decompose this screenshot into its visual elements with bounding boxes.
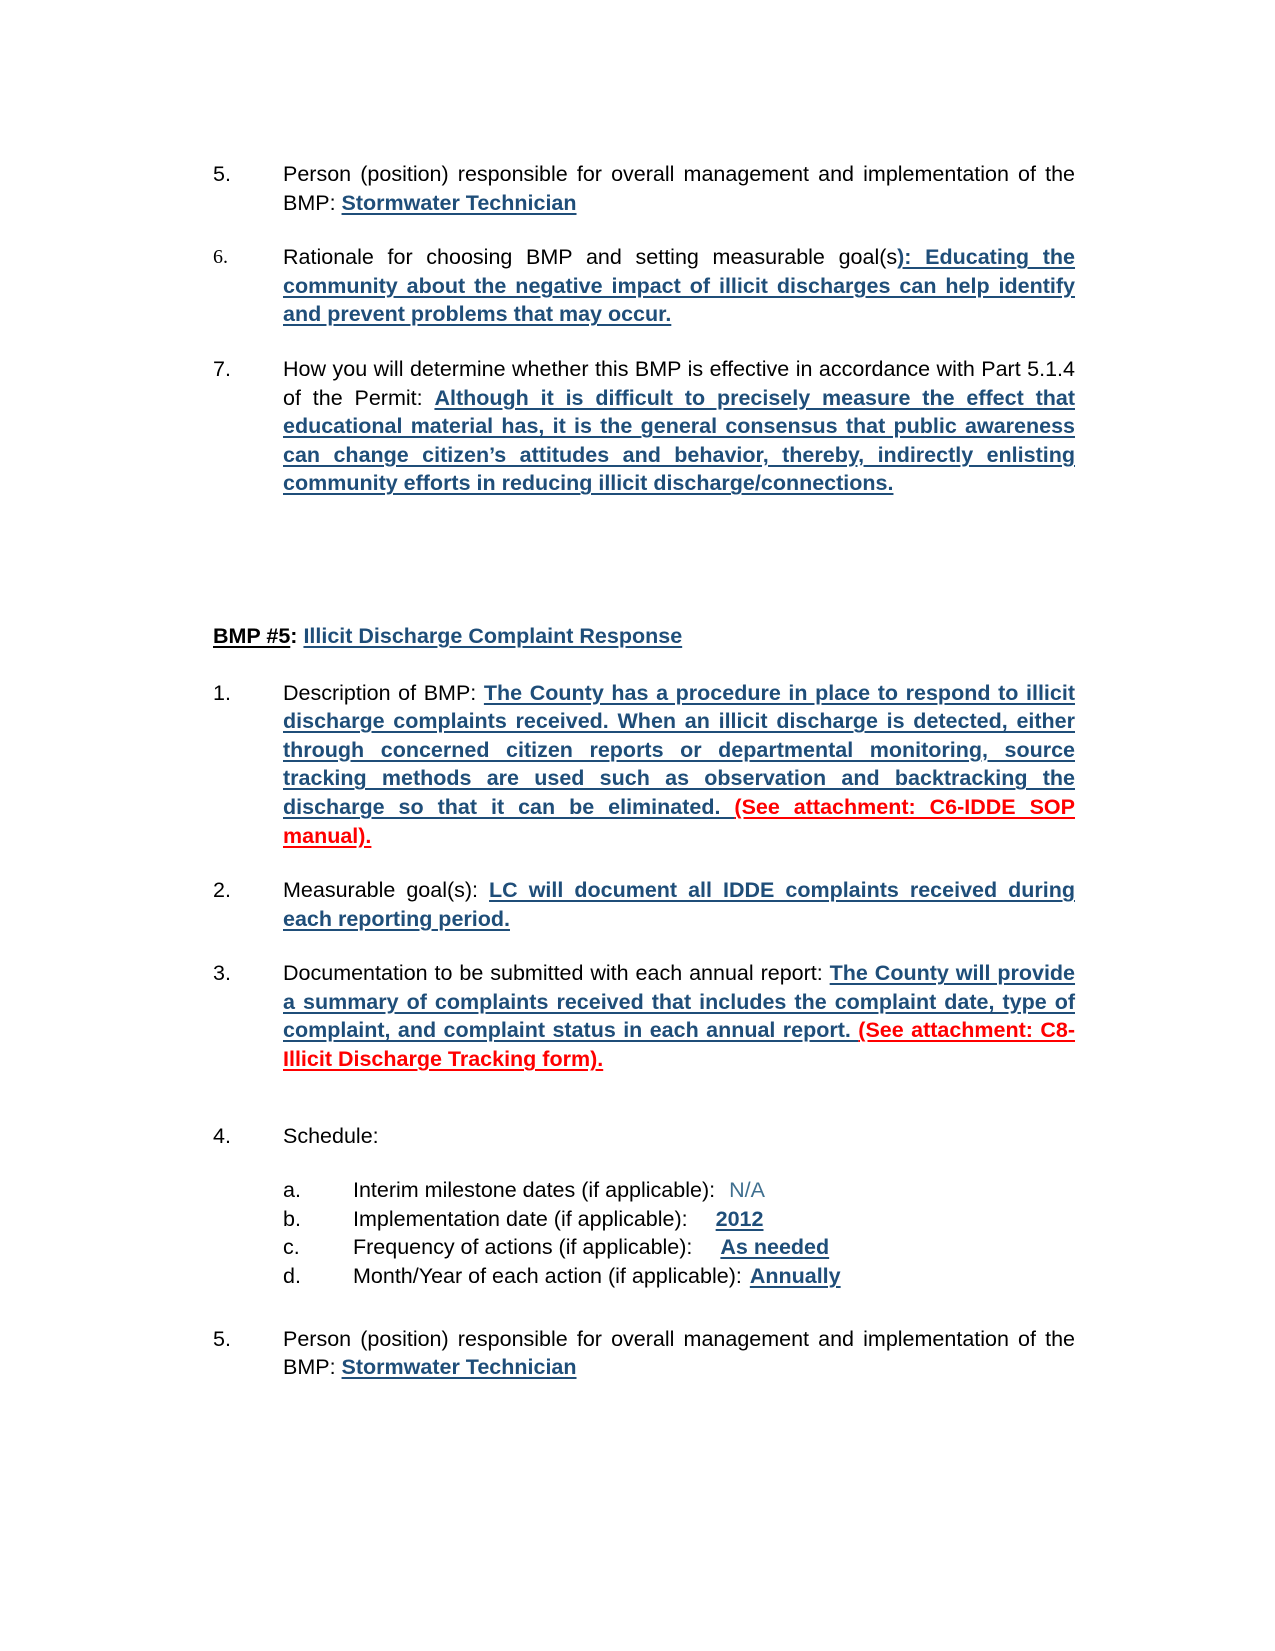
schedule-row-label: Month/Year of each action (if applicable): xyxy=(353,1264,742,1289)
document-body xyxy=(213,160,1075,1408)
schedule-row-value: Annually xyxy=(749,1264,841,1289)
section-bmp5-tail xyxy=(213,1325,1075,1382)
schedule-number: 4. xyxy=(213,1123,231,1148)
item-number: 5. xyxy=(213,162,231,186)
text-run-blue: The County will provide a summary of complaints received that includes the complaint date, type of complaint, and complaint status in each annual report. xyxy=(283,961,1076,1043)
item-text xyxy=(283,355,1075,498)
schedule-row xyxy=(283,1205,1075,1234)
text-run-blue: The County has a procedure in place to respond to illicit discharge complaints received. When an illicit discharge is detected, either through concerned citizen reports or departmental monitoring, source tracking methods are used such as observation and backtracking the discharge so that it can be eliminated. xyxy=(283,680,1075,819)
numbered-item xyxy=(213,876,1075,933)
schedule-row-label: Implementation date (if applicable): xyxy=(353,1206,688,1231)
schedule-row xyxy=(283,1233,1075,1262)
text-run-plain: Person (position) responsible for overall management and implementation of the BMP: xyxy=(283,162,1075,215)
text-run-plain: Measurable goal(s): xyxy=(283,878,490,903)
item-number: 3. xyxy=(213,961,231,986)
schedule-row-label: Frequency of actions (if applicable): xyxy=(353,1235,693,1260)
section-bmp4-tail xyxy=(213,160,1075,498)
text-run-plain: Documentation to be submitted with each annual report: xyxy=(283,961,830,986)
text-run-blue: Stormwater Technician xyxy=(341,1355,577,1380)
schedule-row-letter: c. xyxy=(283,1235,300,1260)
numbered-item xyxy=(213,959,1075,1073)
numbered-item xyxy=(213,355,1075,498)
schedule-row-label: Interim milestone dates (if applicable): xyxy=(353,1178,716,1203)
text-run-blue: LC will document all IDDE complaints received during each reporting period. xyxy=(283,878,1075,931)
item-number: 1. xyxy=(213,680,231,705)
item-number: 6. xyxy=(213,246,228,269)
section-bmp5-items xyxy=(213,679,1075,1074)
numbered-item xyxy=(213,1325,1075,1382)
item-number: 5. xyxy=(213,1326,231,1351)
schedule-row-letter: b. xyxy=(283,1206,301,1231)
text-run-plain: Person (position) responsible for overall management and implementation of the BMP: xyxy=(283,1326,1075,1380)
numbered-item xyxy=(213,243,1075,329)
text-run-red: (See attachment: C6-IDDE SOP manual). xyxy=(283,794,1075,848)
text-run-plain: How you will determine whether this BMP is effective in accordance with Part 5.1.4 of the Permit: xyxy=(283,356,1075,410)
text-run-red: (See attachment: C8-Illicit Discharge Tracking form). xyxy=(283,1018,1076,1072)
item-text xyxy=(283,243,1075,329)
schedule-row-value: N/A xyxy=(729,1178,765,1203)
tail-spacer xyxy=(213,1291,1075,1325)
text-run-plain: Description of BMP: xyxy=(283,680,484,705)
item-text xyxy=(283,876,1075,933)
item-text xyxy=(283,959,1075,1073)
item-number: 7. xyxy=(213,356,231,381)
bmp5-heading xyxy=(213,622,1075,651)
schedule-item xyxy=(213,1122,1075,1151)
item-number: 2. xyxy=(213,878,231,903)
text-run-blue: Stormwater Technician xyxy=(341,190,577,215)
bmp5-heading-title: Illicit Discharge Complaint Response xyxy=(303,623,683,648)
schedule-row-letter: a. xyxy=(283,1178,301,1203)
item-text xyxy=(283,1325,1075,1382)
item-text xyxy=(283,160,1075,217)
section-spacer xyxy=(213,524,1075,560)
numbered-item xyxy=(213,679,1075,851)
item-text xyxy=(283,679,1075,851)
bmp5-heading-label: BMP #5 xyxy=(213,623,291,648)
schedule-label: Schedule: xyxy=(283,1123,379,1148)
schedule-row-value: As needed xyxy=(720,1235,830,1260)
text-run-blue: Although it is difficult to precisely measure the effect that educational material has, it is the general consensus that public awareness can change citizen’s attitudes and behavior, thereby, indirectly enlisting community efforts in reducing illicit discharge/connections. xyxy=(283,385,1075,496)
text-run-plain: Rationale for choosing BMP and setting measurable goal(s xyxy=(283,245,898,270)
bmp5-heading-separator: : xyxy=(290,623,298,648)
schedule-row xyxy=(283,1262,1075,1291)
schedule-row-letter: d. xyxy=(283,1264,301,1289)
schedule-spacer xyxy=(213,1100,1075,1122)
schedule-sublist xyxy=(283,1176,1075,1290)
schedule-row xyxy=(283,1176,1075,1205)
text-run-blue: ): Educating the community about the negative impact of illicit discharges can help identify and prevent problems that may occur. xyxy=(283,245,1076,327)
numbered-item xyxy=(213,160,1075,217)
schedule-row-value: 2012 xyxy=(715,1206,764,1231)
